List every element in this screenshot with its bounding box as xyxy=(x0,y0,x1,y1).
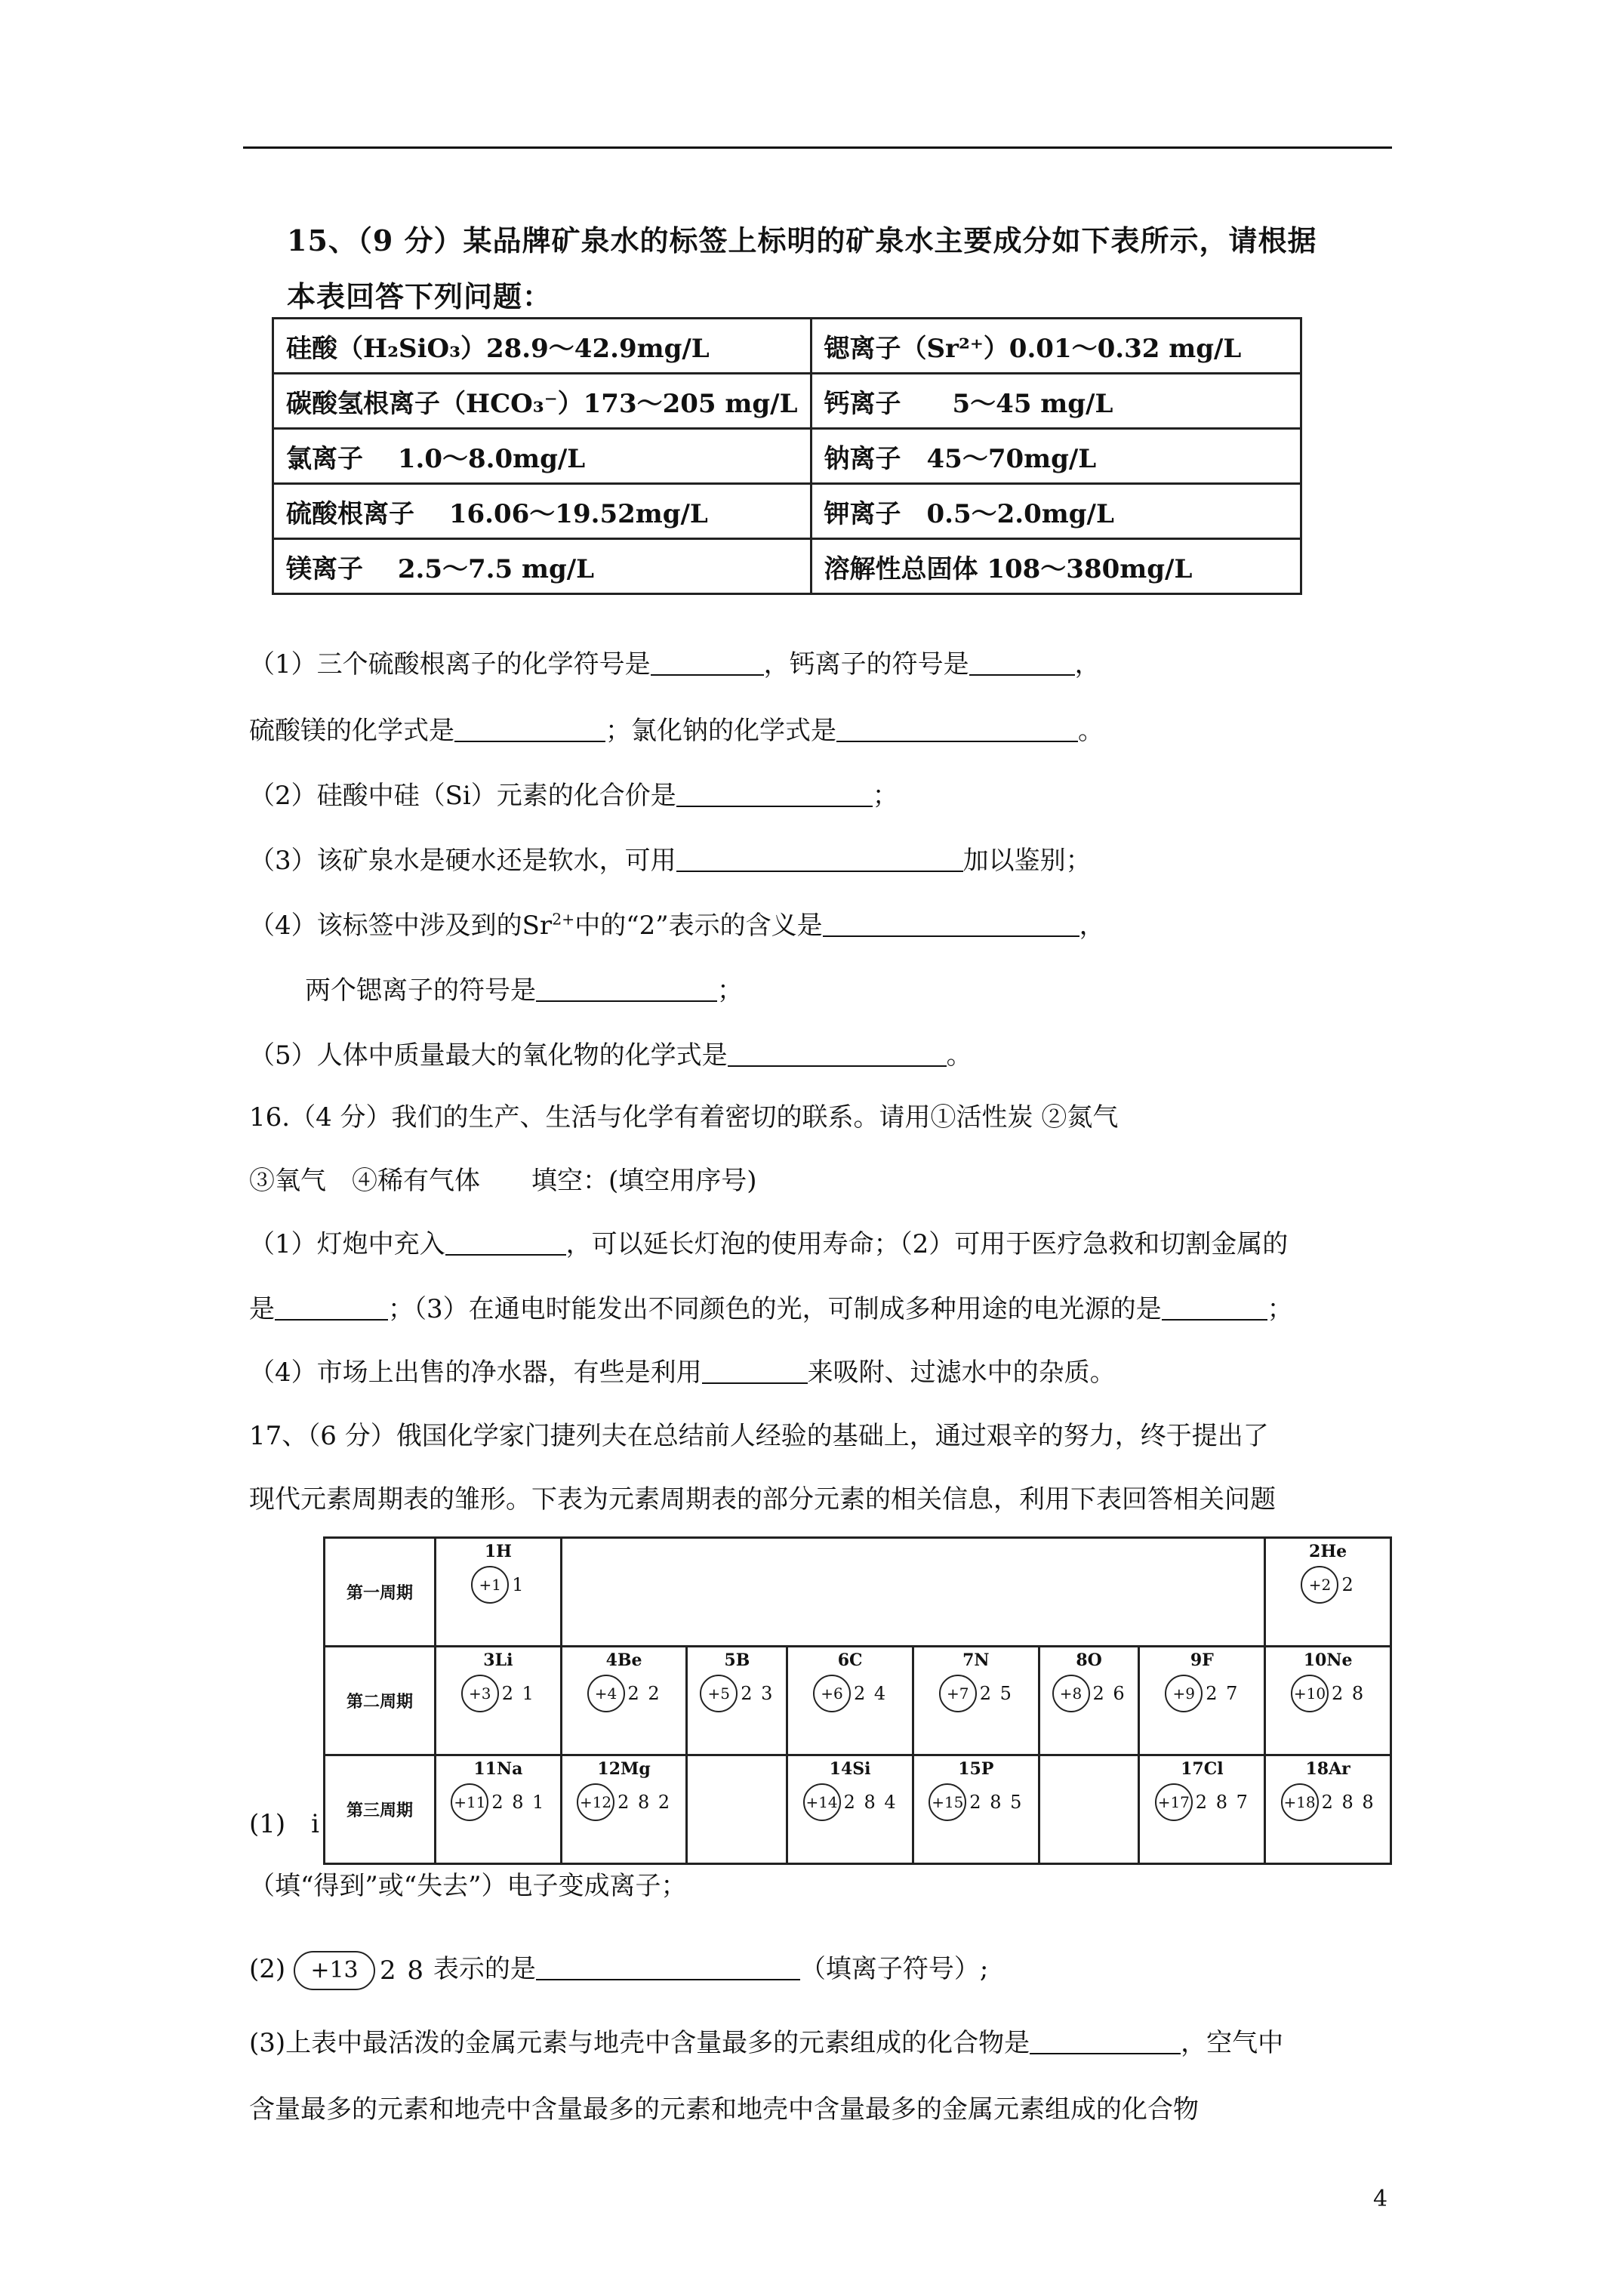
element-cell: 4Be +4 2 2 xyxy=(561,1647,687,1755)
element-cell: 7N +7 2 5 xyxy=(913,1647,1039,1755)
period-label: 第二周期 xyxy=(325,1647,436,1755)
table-cell: 硫酸根离子 16.06～19.52mg/L xyxy=(273,484,812,539)
table-row xyxy=(273,319,1301,374)
element-cell: 17Cl +17 2 8 7 xyxy=(1139,1755,1265,1864)
table-row xyxy=(273,539,1301,594)
answer-blank[interactable] xyxy=(969,649,1075,676)
q17-line2: 现代元素周期表的雏形。下表为元素周期表的部分元素的相关信息，利用下表回答相关问题 xyxy=(249,1484,1276,1515)
q16-line1: 16.（4 分）我们的生产、生活与化学有着密切的联系。请用①活性炭 ②氮气 xyxy=(249,1102,1119,1133)
table-row xyxy=(325,1755,1391,1864)
page-number: 4 xyxy=(1373,2186,1388,2212)
answer-blank[interactable] xyxy=(728,1040,947,1067)
table-cell: 锶离子（Sr²⁺）0.01～0.32 mg/L xyxy=(811,319,1301,374)
table-cell: 镁离子 2.5～7.5 mg/L xyxy=(273,539,812,594)
empty-cell xyxy=(561,1538,1264,1647)
answer-blank[interactable] xyxy=(836,715,1078,742)
q17-sub2: (2) +13 2 8 表示的是 （填离子符号）; xyxy=(249,1948,988,1990)
answer-blank[interactable] xyxy=(1162,1293,1267,1321)
q17-sub3-line2: 含量最多的元素和地壳中含量最多的元素和地壳中含量最多的金属元素组成的化合物 xyxy=(249,2094,1199,2125)
period-label: 第一周期 xyxy=(325,1538,436,1647)
q15-sub1-line1: （1）三个硫酸根离子的化学符号是 ，钙离子的符号是 ， xyxy=(249,649,1101,680)
q15-sub1-line2: 硫酸镁的化学式是 ；氯化钠的化学式是 。 xyxy=(249,716,1104,746)
element-cell: 10Ne +10 2 8 xyxy=(1265,1647,1391,1755)
element-cell: 12Mg +12 2 8 2 xyxy=(561,1755,687,1864)
table-cell: 硅酸（H₂SiO₃）28.9～42.9mg/L xyxy=(273,319,812,374)
answer-blank[interactable] xyxy=(676,845,963,872)
element-cell: 11Na +11 2 8 1 xyxy=(436,1755,562,1864)
answer-blank[interactable] xyxy=(536,1953,800,1980)
q16-line3: （1）灯炮中充入 ，可以延长灯泡的使用寿命；（2）可用于医疗急救和切割金属的 xyxy=(249,1229,1289,1259)
element-cell: 3Li +3 2 1 xyxy=(436,1647,562,1755)
element-cell: 15P +15 2 8 5 xyxy=(913,1755,1039,1864)
table-cell: 氯离子 1.0～8.0mg/L xyxy=(273,429,812,484)
element-cell: 6C +6 2 4 xyxy=(787,1647,913,1755)
element-cell: 18Ar +18 2 8 8 xyxy=(1265,1755,1391,1864)
table-row xyxy=(273,374,1301,429)
element-cell: 9F +9 2 7 xyxy=(1139,1647,1265,1755)
table-row xyxy=(325,1538,1391,1647)
q16-line2: ③氧气 ④稀有气体 填空：(填空用序号) xyxy=(249,1166,757,1196)
q15-sub4-line1: （4）该标签中涉及到的$Sr^{2+}$中的“2”表示的含义是 ， xyxy=(249,910,1105,941)
q17-sub3-line1: (3)上表中最活泼的金属元素与地壳中含量最多的元素组成的化合物是 ，空气中 xyxy=(249,2028,1284,2058)
q17-line1: 17、（6 分）俄国化学家门捷列夫在总结前人经验的基础上，通过艰辛的努力，终于提出了 xyxy=(249,1421,1269,1451)
table-cell: 钙离子 5～45 mg/L xyxy=(811,374,1301,429)
header-rule xyxy=(243,146,1392,149)
period-label: 第三周期 xyxy=(325,1755,436,1864)
q15-heading-line2: 本表回答下列问题： xyxy=(287,279,553,313)
q15-sub2: （2）硅酸中硅（Si）元素的化合价是 ； xyxy=(249,781,898,811)
answer-blank[interactable] xyxy=(823,910,1079,937)
q17-sub1-prefix: (1) i xyxy=(249,1809,320,1839)
empty-cell xyxy=(687,1755,787,1864)
periodic-table-excerpt xyxy=(323,1536,1392,1865)
element-cell-he: 2He +2 2 xyxy=(1265,1538,1391,1647)
answer-blank[interactable] xyxy=(702,1357,808,1384)
answer-blank[interactable] xyxy=(275,1293,388,1321)
q16-line5: （4）市场上出售的净水器，有些是利用 来吸附、过滤水中的杂质。 xyxy=(249,1358,1116,1388)
q15-sub4-line2: 两个锶离子的符号是 ； xyxy=(305,975,743,1006)
mineral-composition-table xyxy=(272,317,1302,595)
element-cell: 8O +8 2 6 xyxy=(1039,1647,1139,1755)
table-cell: 碳酸氢根离子（HCO₃⁻）173～205 mg/L xyxy=(273,374,812,429)
answer-blank[interactable] xyxy=(676,780,873,807)
table-row xyxy=(325,1647,1391,1755)
q15-sub3: （3）该矿泉水是硬水还是软水，可用 加以鉴别； xyxy=(249,846,1092,876)
table-row xyxy=(273,484,1301,539)
element-cell-h: 1H +1 1 xyxy=(436,1538,562,1647)
answer-blank[interactable] xyxy=(536,975,717,1002)
element-cell: 5B +5 2 3 xyxy=(687,1647,787,1755)
answer-blank[interactable] xyxy=(1030,2027,1181,2054)
table-cell: 钾离子 0.5～2.0mg/L xyxy=(811,484,1301,539)
ion-structure-diagram: +13 2 8 xyxy=(294,1951,425,1990)
answer-blank[interactable] xyxy=(454,715,605,742)
empty-cell xyxy=(1039,1755,1139,1864)
q17-sub1-line: （填“得到”或“失去”）电子变成离子； xyxy=(249,1871,687,1901)
q15-heading-line1: 15、（9 分）某品牌矿泉水的标签上标明的矿泉水主要成分如下表所示，请根据 xyxy=(287,223,1317,257)
table-cell: 钠离子 45～70mg/L xyxy=(811,429,1301,484)
table-row xyxy=(273,429,1301,484)
q15-sub5: （5）人体中质量最大的氧化物的化学式是 。 xyxy=(249,1040,972,1071)
answer-blank[interactable] xyxy=(445,1228,566,1256)
table-cell: 溶解性总固体 108～380mg/L xyxy=(811,539,1301,594)
answer-blank[interactable] xyxy=(651,649,764,676)
element-cell: 14Si +14 2 8 4 xyxy=(787,1755,913,1864)
q16-line4: 是 ；（3）在通电时能发出不同颜色的光，可制成多种用途的电光源的是 ； xyxy=(249,1294,1293,1324)
